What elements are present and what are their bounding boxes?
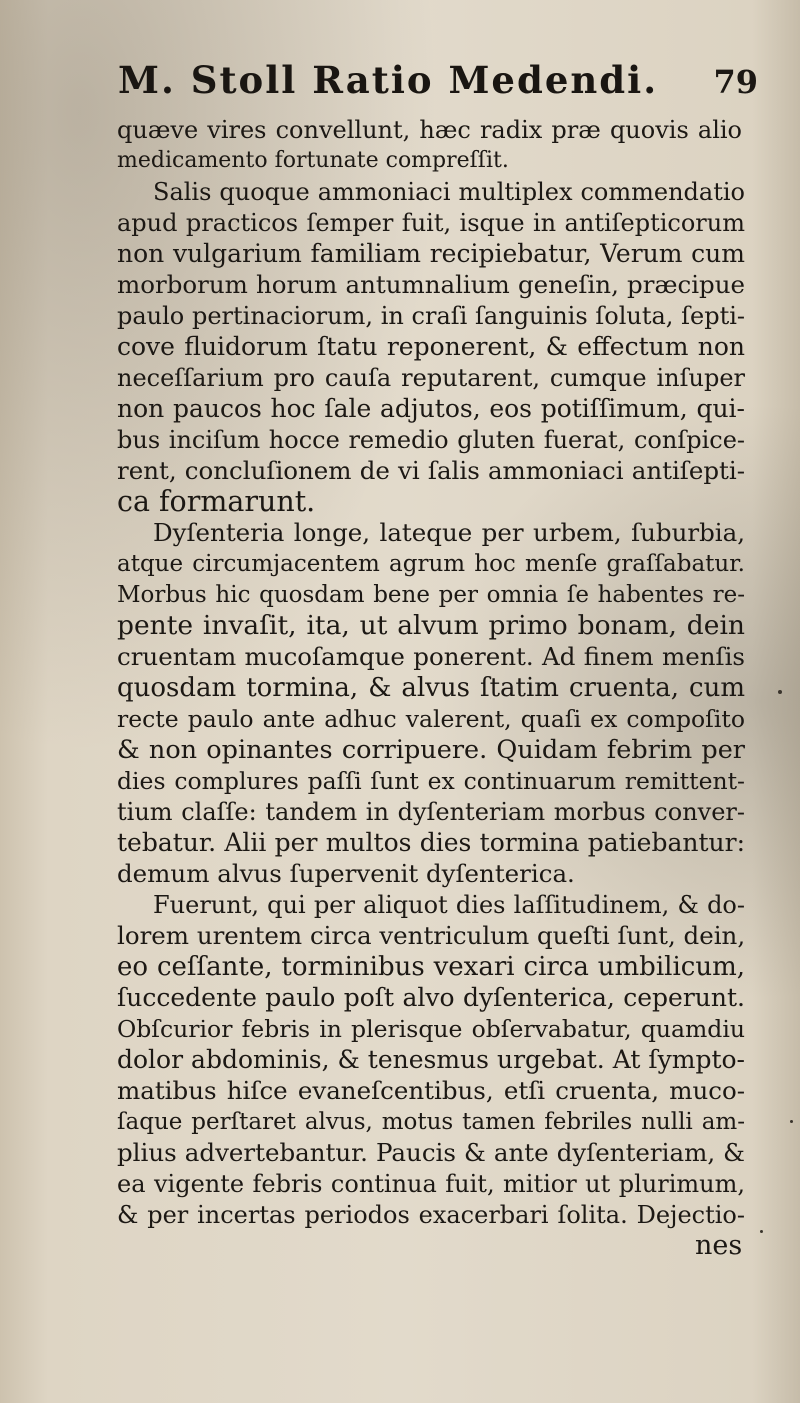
- text-line: cruentam mucoſamque ponerent. Ad finem menſis: [117, 642, 745, 671]
- text-line: cove fluidorum ſtatu reponerent, & effectum non: [117, 332, 745, 361]
- text-line: Fuerunt, qui per aliquot dies laſſitudinem, & do-: [153, 891, 745, 919]
- ink-speck: [760, 1230, 763, 1233]
- text-line: matibus hiſce evaneſcentibus, etſi cruenta, muco-: [117, 1076, 745, 1105]
- text-line: quosdam tormina, & alvus ſtatim cruenta, cum: [117, 673, 745, 703]
- text-line: pente invaſit, ita, ut alvum primo bonam, dein: [117, 610, 745, 641]
- running-title: M. Stoll Ratio Medendi.: [118, 58, 659, 102]
- text-line: Salis quoque ammoniaci multiplex commendatio: [153, 178, 745, 206]
- page-number: 79: [713, 63, 758, 101]
- ink-speck: [778, 690, 782, 694]
- text-line: neceſſarium pro cauſa reputarent, cumque inſuper: [117, 364, 745, 392]
- text-line: ea vigente febris continua fuit, mitior ut plurimum,: [117, 1170, 745, 1198]
- text-line: demum alvus ſupervenit dyſenterica.: [117, 859, 575, 888]
- text-line: recte paulo ante adhuc valerent, quaſi ex compoſito: [117, 705, 745, 733]
- text-line: atque circumjacentem agrum hoc menſe graſſabatur.: [117, 551, 745, 577]
- text-line: dies complures paſſi ſunt ex continuarum remittent-: [117, 767, 745, 795]
- text-line: & per incertas periodos exacerbari ſolita. Dejectio-: [117, 1201, 745, 1229]
- text-line: medicamento fortunate compreſſit.: [117, 148, 509, 173]
- text-line: paulo pertinaciorum, in craſi ſanguinis ſoluta, ſepti-: [117, 302, 745, 330]
- text-line: Dyſenteria longe, lateque per urbem, ſuburbia,: [153, 518, 745, 547]
- page-header: [118, 58, 758, 110]
- text-line: Obſcurior febris in plerisque obſervabatur, quamdiu: [117, 1015, 745, 1043]
- text-line: rent, concluſionem de vi ſalis ammoniaci antiſepti-: [117, 456, 745, 485]
- text-line: dolor abdominis, & tenesmus urgebat. At ſympto-: [117, 1045, 745, 1074]
- catchword: nes: [695, 1230, 743, 1261]
- text-line: tium claſſe: tandem in dyſenteriam morbus conver-: [117, 798, 745, 826]
- text-line: apud practicos ſemper fuit, isque in antiſepticorum: [117, 209, 745, 237]
- text-line: Morbus hic quosdam bene per omnia ſe habentes re-: [117, 582, 745, 608]
- text-line: lorem urentem circa ventriculum queſti ſunt, dein,: [117, 921, 746, 950]
- text-line: non vulgarium familiam recipiebatur, Verum cum: [117, 239, 745, 268]
- text-line: & non opinantes corripuere. Quidam febrim per: [117, 735, 745, 765]
- text-line: tebatur. Alii per multos dies tormina patiebantur:: [117, 828, 745, 857]
- text-line: ſaque perſtaret alvus, motus tamen febriles nulli am-: [117, 1109, 745, 1135]
- text-line: morborum horum antumnalium geneſin, præcipue: [117, 270, 745, 299]
- text-line: plius advertebantur. Paucis & ante dyſenteriam, &: [117, 1138, 745, 1167]
- text-line: bus inciſum hocce remedio gluten fuerat, conſpice-: [117, 426, 745, 454]
- text-line: ſuccedente paulo poſt alvo dyſenterica, ceperunt.: [117, 983, 745, 1012]
- text-line: quæve vires convellunt, hæc radix præ quovis alio: [117, 116, 742, 144]
- text-line: eo ceſſante, torminibus vexari circa umbilicum,: [117, 952, 745, 982]
- text-line: non paucos hoc ſale adjutos, eos potiſſimum, qui-: [117, 394, 745, 423]
- ink-speck: [790, 1120, 793, 1123]
- text-line: ca formarunt.: [117, 485, 316, 518]
